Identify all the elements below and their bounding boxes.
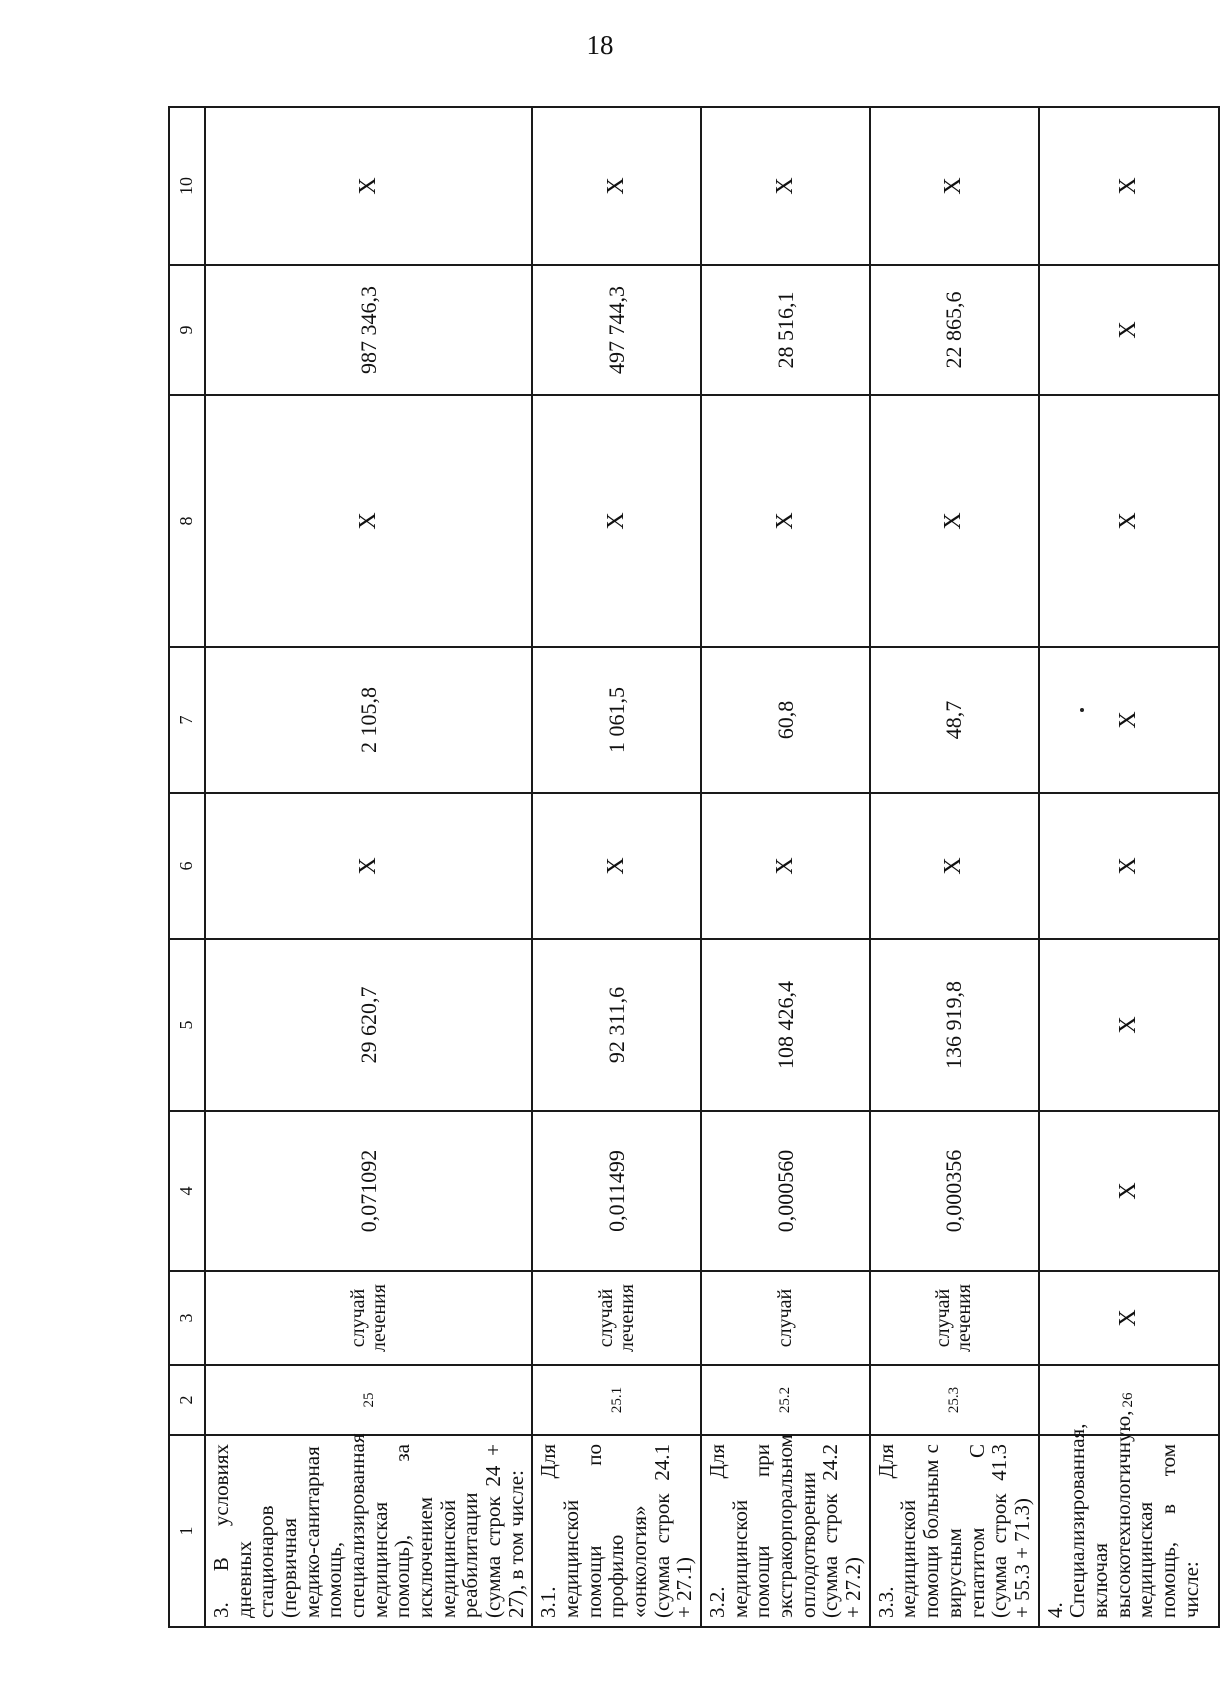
unit-of-measure: случай (701, 1271, 870, 1365)
column-number: 6 (169, 793, 205, 939)
unit-of-measure: X (1039, 1271, 1219, 1365)
row-name: 3.2. Для медицинской помощи при экстракорпоральном оплодотворении (сумма строк 24.2 + 27.2) (701, 1435, 870, 1627)
column-number: 5 (169, 939, 205, 1111)
cell-col7: 1 061,5 (532, 647, 701, 793)
cell-col8: X (1039, 395, 1219, 647)
cell-col8: X (532, 395, 701, 647)
page-number: 18 (586, 30, 614, 60)
financing-table (168, 106, 1220, 1628)
cell-col6: X (205, 793, 532, 939)
cell-col7: X (1039, 647, 1219, 793)
column-number: 7 (169, 647, 205, 793)
table-row (701, 107, 870, 1627)
cell-col8: X (870, 395, 1039, 647)
cell-col9: 28 516,1 (701, 265, 870, 395)
cell-col4: 0,071092 (205, 1111, 532, 1271)
cell-col10: X (205, 107, 532, 265)
cell-col5: 92 311,6 (532, 939, 701, 1111)
cell-col4: 0,000560 (701, 1111, 870, 1271)
row-name: 4. Специализированная, включая высокотехнологичную, медицинская помощь, в том числе: (1039, 1435, 1219, 1627)
table-row (532, 107, 701, 1627)
cell-col9: 987 346,3 (205, 265, 532, 395)
unit-of-measure: случай лечения (532, 1271, 701, 1365)
cell-col10: X (532, 107, 701, 265)
table-row (205, 107, 532, 1627)
cell-col7: 60,8 (701, 647, 870, 793)
cell-col8: X (701, 395, 870, 647)
cell-col5: 136 919,8 (870, 939, 1039, 1111)
cell-col8: X (205, 395, 532, 647)
row-name: 3.1. Для медицинской помощи по профилю «онкология» (сумма строк 24.1 + 27.1) (532, 1435, 701, 1627)
cell-col6: X (870, 793, 1039, 939)
row-number: 25.3 (870, 1365, 1039, 1435)
unit-of-measure: случай лечения (870, 1271, 1039, 1365)
row-number: 26 (1039, 1365, 1219, 1435)
column-number: 9 (169, 265, 205, 395)
cell-col6: X (701, 793, 870, 939)
cell-col7: 48,7 (870, 647, 1039, 793)
cell-col4: 0,011499 (532, 1111, 701, 1271)
row-number: 25.1 (532, 1365, 701, 1435)
column-number: 1 (169, 1435, 205, 1627)
table-row (1039, 107, 1219, 1627)
row-number: 25 (205, 1365, 532, 1435)
table-row (870, 107, 1039, 1627)
cell-col9: 497 744,3 (532, 265, 701, 395)
cell-col4: X (1039, 1111, 1219, 1271)
cell-col9: X (1039, 265, 1219, 395)
cell-col9: 22 865,6 (870, 265, 1039, 395)
row-name: 3.3. Для медицинской помощи больным с вирусным гепатитом С (сумма строк 41.3 + 55.3 + 71.3) (870, 1435, 1039, 1627)
row-name: 3. В условиях дневных стационаров (первичная медико-санитарная помощь, специализированная медицинская помощь), за исключением медицинской реабилитации (сумма строк 24 + 27), в том числе: (205, 1435, 532, 1627)
unit-of-measure: случай лечения (205, 1271, 532, 1365)
cell-col10: X (870, 107, 1039, 265)
column-number: 8 (169, 395, 205, 647)
rotated-table-container (168, 108, 1203, 1628)
cell-col5: X (1039, 939, 1219, 1111)
cell-col4: 0,000356 (870, 1111, 1039, 1271)
cell-col7: 2 105,8 (205, 647, 532, 793)
column-number: 10 (169, 107, 205, 265)
column-number: 4 (169, 1111, 205, 1271)
cell-col5: 29 620,7 (205, 939, 532, 1111)
cell-col10: X (1039, 107, 1219, 265)
cell-col5: 108 426,4 (701, 939, 870, 1111)
cell-col6: X (1039, 793, 1219, 939)
column-number-row (169, 107, 205, 1627)
column-number: 2 (169, 1365, 205, 1435)
column-number: 3 (169, 1271, 205, 1365)
cell-col10: X (701, 107, 870, 265)
row-number: 25.2 (701, 1365, 870, 1435)
cell-col6: X (532, 793, 701, 939)
